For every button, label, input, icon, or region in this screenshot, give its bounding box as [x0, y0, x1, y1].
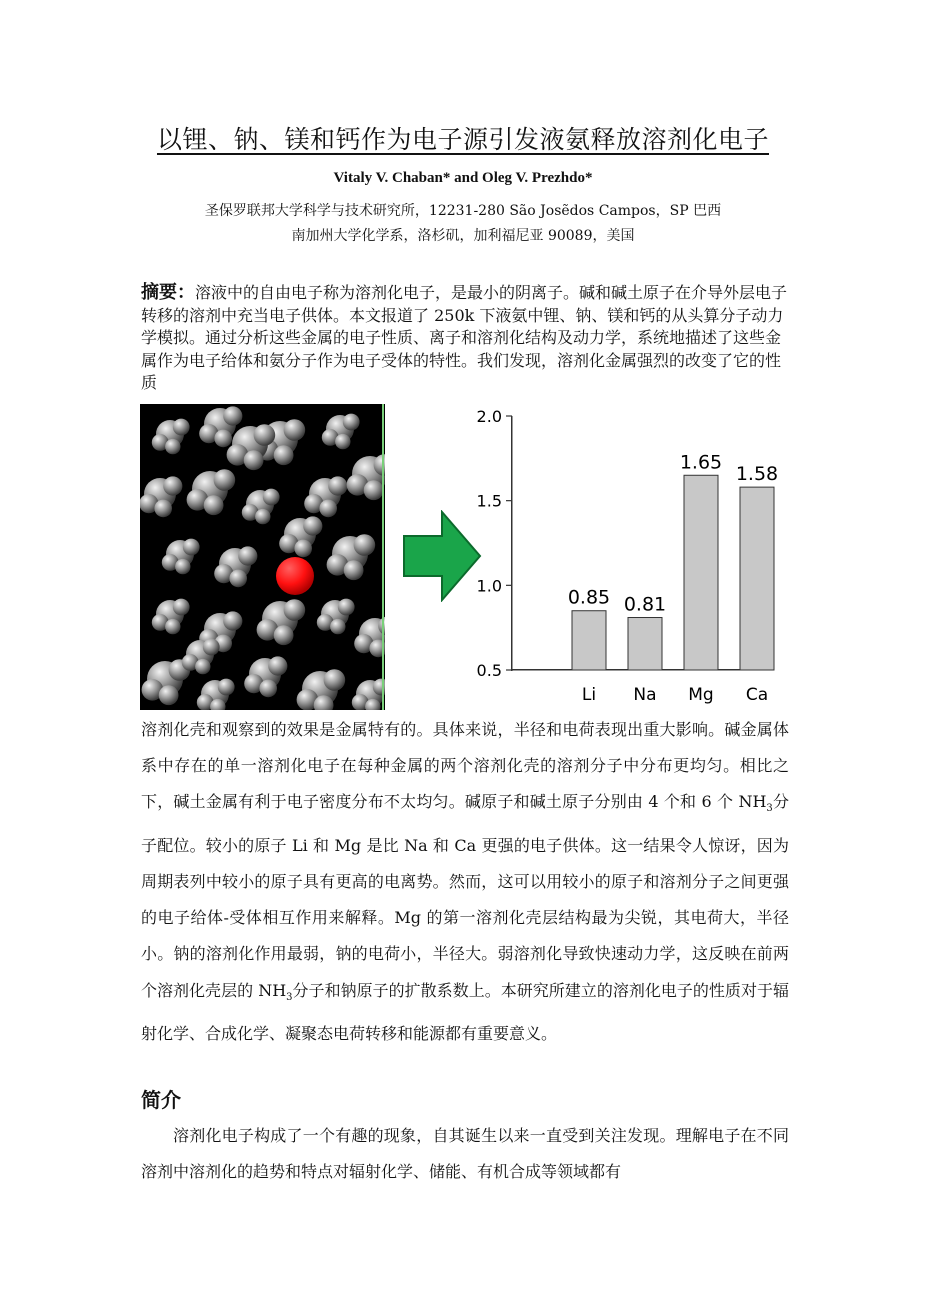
author-line: Vitaly V. Chaban* and Oleg V. Prezhdo* — [333, 170, 593, 186]
nh3-formula: $NH_3$ — [738, 792, 773, 815]
molecular-simulation-image — [140, 404, 385, 710]
abstract-continuation — [141, 712, 789, 1052]
y-tick-label: 0.5 — [476, 661, 502, 680]
affiliation-1: 圣保罗联邦大学科学与技术研究所，12231-280 São Josẽdos Campos，SP 巴西 — [204, 203, 722, 219]
ion-sphere — [276, 557, 314, 595]
abstract-label: 摘要： — [141, 282, 195, 303]
y-tick-label: 1.0 — [476, 576, 502, 596]
y-tick-label: 1.5 — [476, 491, 502, 511]
body-text-1: 溶剂化壳和观察到的效果是金属特有的。具体来说，半径和电荷表现出重大影响。碱金属体系中存在的单一溶剂化电子在每种金属的两个溶剂化壳的溶剂分子中分布更均匀。相比之下，碱土金属有利于电子密度分布不太均匀。碱原子和碱土原子分别由 4 个和 6 个 — [141, 720, 789, 812]
x-tick-label: Na — [633, 685, 657, 705]
abstract — [141, 282, 789, 395]
body-text-2: 分子配位。较小的原子 Li 和 Mg 是比 Na 和 Ca 更强的电子供体。这一结果令人惊讶，因为周期表列中较小的原子具有更高的电离势。然而，这可以用较小的原子和溶剂分子之间更强的电子给体-受体相互作用来解释。Mg 的第一溶剂化壳层结构最为尖锐，其电荷大，半径小。钠的溶剂化作用最弱，钠的电荷小，半径大。弱溶剂化导致快速动力学，这反映在前两个溶剂化壳层的 — [141, 792, 789, 1000]
y-tick-label: 2.0 — [476, 407, 502, 426]
bar-mg — [684, 475, 718, 670]
bar-value-label: 1.65 — [679, 451, 723, 474]
bar-ca — [740, 487, 774, 670]
figure — [140, 402, 786, 712]
bar-value-label: 0.81 — [623, 593, 667, 616]
bar-na — [628, 618, 662, 670]
abstract-text: 溶液中的自由电子称为溶剂化电子，是最小的阴离子。碱和碱土原子在介导外层电子转移的溶剂中充当电子供体。本文报道了 250k 下液氨中锂、钠、镁和钙的从头算分子动力学模拟。通过分析这些金属的电子性质、离子和溶剂化结构及动力学，系统地描述了这些金属作为电子给体和氨分子作为电子受体的特性。我们发现，溶剂化金属强烈的改变了它的性质 — [141, 283, 788, 392]
bar-value-label: 1.58 — [735, 463, 779, 486]
affiliation-2: 南加州大学化学系，洛杉矶，加利福尼亚 90089，美国 — [291, 228, 635, 244]
section-heading: 简介 — [141, 1088, 181, 1112]
nh3-formula: $NH_3$ — [258, 980, 293, 1003]
body-text-3: 分子和钠原子的扩散系数上。本研究所建立的溶剂化电子的性质对于辐射化学、合成化学、凝聚态电荷转移和能源都有重要意义。 — [141, 980, 789, 1043]
bar-value-label: 0.85 — [567, 586, 611, 609]
x-tick-label: Mg — [688, 685, 714, 705]
bar-chart — [460, 402, 786, 712]
intro-paragraph: 溶剂化电子构成了一个有趣的现象，自其诞生以来一直受到关注发现。理解电子在不同溶剂中溶剂化的趋势和特点对辐射化学、储能、有机合成等领域都有 — [141, 1126, 789, 1182]
x-tick-label: Li — [581, 685, 597, 705]
x-tick-label: Ca — [745, 685, 769, 705]
bar-li — [572, 611, 606, 670]
paper-title: 以锂、钠、镁和钙作为电子源引发液氨释放溶剂化电子 — [156, 125, 769, 154]
